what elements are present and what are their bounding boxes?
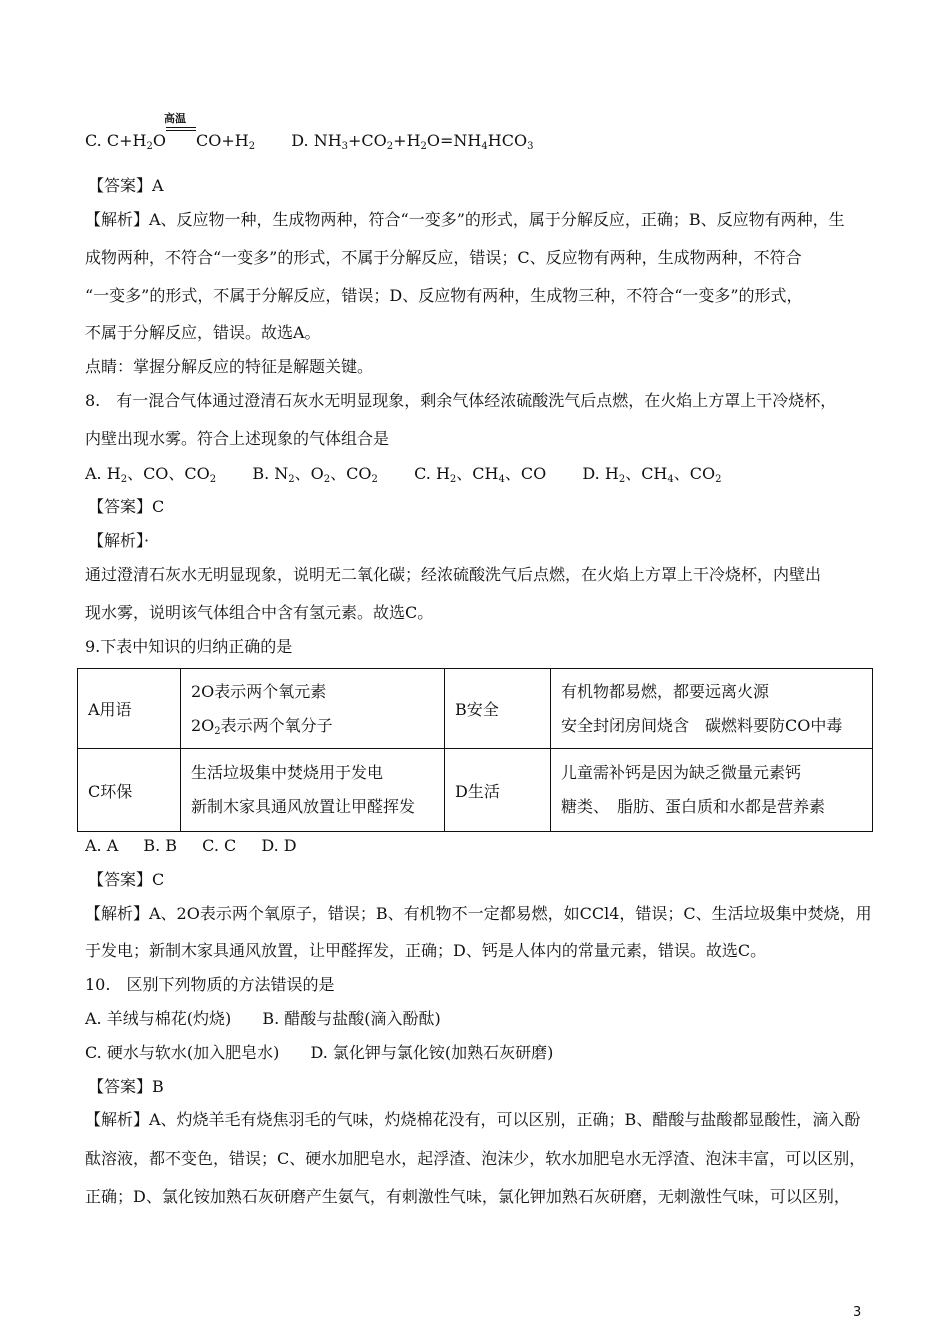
q10-analysis-line: 正确；D、氯化铵加熟石灰研磨产生氨气，有刺激性气味，氯化钾加熟石灰研磨，无刺激性气味，可以区别， [85, 1187, 850, 1206]
q9-stem: 9.下表中知识的归纳正确的是 [85, 637, 293, 656]
q7-options-cd: C. $C+H_2O$ 高温 $CO+H_2$ D. $NH_3+CO_2+H_2O=NH_4HCO_3$ [85, 112, 534, 152]
q8-analysis-line: 现水雾，说明该气体组合中含有氢元素。故选C。 [85, 603, 434, 622]
q10-analysis-line: 【解析】A、灼烧羊毛有烧焦羽毛的气味，灼烧棉花没有，可以区别，正确；B、醋酸与盐酸都显酸性，滴入酚 [85, 1110, 861, 1129]
q10-option-d: D. 氯化钾与氯化铵(加熟石灰研磨) [310, 1043, 554, 1062]
q7-analysis-line: “一变多”的形式，不属于分解反应，错误；D、反应物有两种，生成物三种，不符合“一变多”的形式， [85, 286, 803, 305]
page-number: 3 [853, 1305, 862, 1320]
q10-option-c: C. 硬水与软水(加入肥皂水) [85, 1043, 280, 1062]
table-cell-label: B安全 [445, 669, 551, 749]
q9-option-b: B. B [143, 836, 178, 855]
q9-option-a: A. A [85, 836, 119, 855]
q9-answer: 【答案】C [88, 870, 165, 889]
q9-analysis-line: 于发电；新制木家具通风放置，让甲醛挥发，正确；D、钙是人体内的常量元素，错误。故选C。 [85, 941, 767, 960]
q8-analysis-line: 通过澄清石灰水无明显现象，说明无二氧化碳；经浓硫酸洗气后点燃，在火焰上方罩上干冷烧杯，内壁出 [85, 565, 822, 584]
q10-analysis-line: 酞溶液，都不变色，错误；C、硬水加肥皂水，起浮渣、泡沫少，软水加肥皂水无浮渣、泡沫丰富，可以区别， [85, 1149, 866, 1168]
q8-analysis-head: 【解析】· [88, 531, 150, 550]
q7-tip: 点睛：掌握分解反应的特征是解题关键。 [85, 357, 374, 376]
q10-options-cd [85, 1042, 553, 1064]
q9-option-c: C. C [202, 836, 237, 855]
q8-option-d: D. $H_2$、$CH_4$、$CO_2$ [582, 464, 722, 485]
q8-option-c: C. $H_2$、$CH_4$、CO [414, 464, 547, 485]
table-cell-content: 儿童需补钙是因为缺乏微量元素钙 糖类、 脂肪、蛋白质和水都是营养素 [551, 749, 873, 832]
q7-option-c-equation: $C+H_2O$ 高温 $CO+H_2$ [106, 112, 256, 152]
q7-analysis-line: 【解析】A、反应物一种，生成物两种，符合“一变多”的形式，属于分解反应，正确；B、反应物有两种，生 [85, 210, 845, 229]
table-cell-label: A用语 [78, 669, 181, 749]
q7-option-d-equation: $NH_3+CO_2+H_2O=NH_4HCO_3$ [313, 131, 534, 152]
q10-option-b: B. 醋酸与盐酸(滴入酚酞) [262, 1009, 441, 1028]
table-cell-content: 有机物都易燃，都要远离火源 安全封闭房间烧含 碳燃料要防CO中毒 [551, 669, 873, 749]
table-cell-label: C环保 [78, 749, 181, 832]
q7-analysis-line: 不属于分解反应，错误。故选A。 [85, 323, 321, 342]
knowledge-table [77, 668, 873, 832]
table-cell-content: 生活垃圾集中焚烧用于发电 新制木家具通风放置让甲醛挥发 [181, 749, 445, 832]
reaction-condition-arrow: 高温 [166, 130, 196, 152]
q9-analysis-line: 【解析】A、2O表示两个氧原子，错误；B、有机物不一定都易燃，如CCl4，错误；C、生活垃圾集中焚烧，用 [85, 904, 872, 923]
table-cell-label: D生活 [445, 749, 551, 832]
q8-option-b: B. $N_2$、$O_2$、$CO_2$ [252, 464, 378, 485]
q10-stem: 10. 区别下列物质的方法错误的是 [85, 975, 335, 994]
q8-options [85, 463, 722, 485]
q7-answer: 【答案】A [88, 176, 164, 195]
q8-answer: 【答案】C [88, 497, 165, 516]
q10-option-a: A. 羊绒与棉花(灼烧) [85, 1009, 232, 1028]
q7-analysis-line: 成物两种，不符合“一变多”的形式，不属于分解反应，错误；C、反应物有两种，生成物两种，不符合 [85, 248, 802, 267]
q9-option-d: D. D [261, 836, 297, 855]
q10-options-ab [85, 1008, 441, 1030]
q8-stem-line: 8. 有一混合气体通过澄清石灰水无明显现象，剩余气体经浓硫酸洗气后点燃，在火焰上方罩上干冷烧杯， [85, 391, 837, 410]
table-row [78, 669, 873, 749]
table-cell-content: 2O表示两个氧元素 $2O_2$表示两个氧分子 [181, 669, 445, 749]
q8-stem-line: 内壁出现水雾。符合上述现象的气体组合是 [85, 429, 390, 448]
table-row [78, 749, 873, 832]
q10-answer: 【答案】B [88, 1077, 164, 1096]
q8-option-a: A. $H_2$、CO、$CO_2$ [85, 464, 217, 485]
q9-options [85, 835, 297, 857]
